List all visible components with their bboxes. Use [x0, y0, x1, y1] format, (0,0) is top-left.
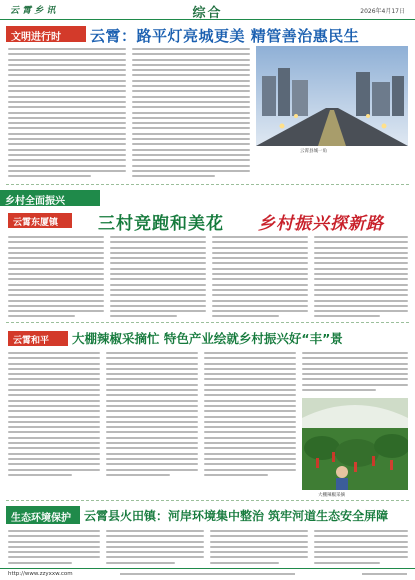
issue-date: 2026年4月17日 — [360, 8, 405, 15]
story-top-ribbon-label: 文明进行时 — [11, 32, 61, 43]
story-bottom-headline: 云霄县火田镇：河岸环境集中整治 筑牢河道生态安全屏障 — [84, 509, 389, 523]
section-rural-ribbon — [0, 190, 100, 206]
footer-url: http://www.zzyxxw.com — [8, 571, 73, 577]
story-pepper-ribbon-label: 云霄和平 — [13, 336, 50, 346]
story-top-headline: 云霄：路平灯亮城更美 精管善治惠民生 — [90, 27, 360, 45]
pepper-greenhouse-caption: 大棚辣椒采摘 — [318, 493, 345, 498]
story-mid-column-3 — [212, 236, 308, 321]
pepper-greenhouse-photo — [302, 398, 408, 490]
story-bottom-ribbon — [6, 506, 80, 524]
divider-mid — [6, 322, 409, 323]
story-pepper-column-2 — [106, 352, 198, 479]
story-bottom-column-4 — [314, 530, 408, 567]
paper-name: 云 霄 乡 讯 — [10, 6, 56, 16]
divider-bottom — [6, 500, 409, 501]
masthead — [0, 0, 415, 20]
story-pepper-column-3 — [204, 352, 296, 479]
story-pepper-column-1 — [8, 352, 100, 479]
story-bottom-column-2 — [106, 530, 204, 567]
story-mid-column-4 — [314, 236, 408, 321]
page-footer — [0, 568, 415, 580]
story-mid-column-2 — [110, 236, 206, 321]
story-pepper-ribbon — [8, 331, 68, 346]
footer-publisher-line — [120, 573, 295, 576]
section-title: 综合 — [192, 6, 223, 21]
city-night-caption: 云霄县城一角 — [300, 149, 327, 154]
story-mid-headline-part2: 乡村振兴探新路 — [258, 214, 384, 234]
footer-print-line — [362, 573, 407, 576]
section-rural-ribbon-label: 乡村全面振兴 — [5, 196, 65, 207]
divider-top — [6, 184, 409, 185]
city-night-image — [256, 46, 408, 146]
story-top-column-1 — [8, 48, 126, 180]
story-pepper-column-4 — [302, 352, 408, 394]
story-mid-column-1 — [8, 236, 104, 321]
city-night-photo — [256, 46, 408, 146]
story-bottom-column-3 — [210, 530, 308, 567]
story-top-ribbon — [6, 26, 86, 42]
story-bottom-column-1 — [8, 530, 100, 567]
story-mid-ribbon — [8, 213, 72, 228]
story-mid-headline-part1: 三村竞跑和美花 — [98, 214, 224, 234]
pepper-greenhouse-image — [302, 398, 408, 490]
story-bottom-ribbon-label: 生态环境保护 — [11, 513, 71, 524]
story-top-column-2 — [132, 48, 250, 180]
story-mid-ribbon-label: 云霄东厦镇 — [13, 218, 59, 228]
story-pepper-headline: 大棚辣椒采摘忙 特色产业绘就乡村振兴好“丰”景 — [72, 331, 343, 346]
